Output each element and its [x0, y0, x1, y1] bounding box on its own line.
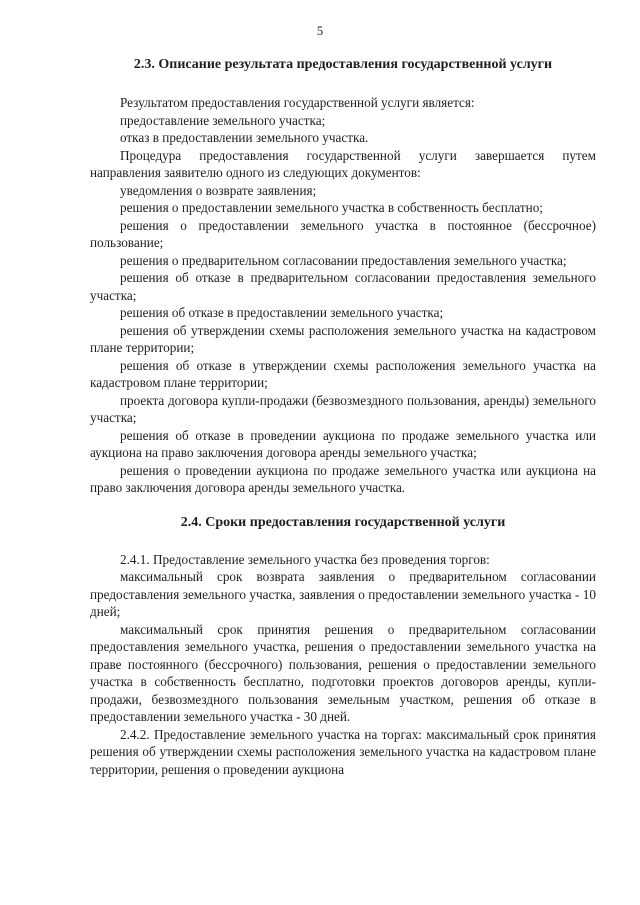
page-content — [90, 56, 596, 778]
paragraph: решения о предоставлении земельного участка в постоянное (бессрочное) пользование; — [90, 217, 596, 250]
paragraph: максимальный срок возврата заявления о предварительном согласовании предоставления земельного участка, заявления о предоставлении земельного участка - 10 дней; — [90, 569, 596, 619]
paragraph: решения об отказе в предварительном согласовании предоставления земельного участка; — [90, 270, 596, 303]
paragraph: решения о предварительном согласовании предоставления земельного участка; — [120, 252, 567, 268]
section-2-4-body — [90, 551, 596, 779]
section-heading-2-4: 2.4. Сроки предоставления государственной услуги — [180, 514, 506, 530]
paragraph: решения о проведении аукциона по продаже земельного участка или аукциона на право заключения договора аренды земельного участка. — [90, 462, 596, 495]
section-2-3-body — [90, 94, 596, 497]
paragraph: отказ в предоставлении земельного участка. — [120, 130, 369, 145]
paragraph: 2.4.2. Предоставление земельного участка на торгах: максимальный срок принятия решения об утверждении схемы расположения земельного участка на кадастровом плане территории, решения о проведении аукциона — [90, 726, 596, 777]
paragraph: 2.4.1. Предоставление земельного участка без проведения торгов: — [120, 551, 490, 567]
page-number: 5 — [316, 24, 324, 38]
paragraph: максимальный срок принятия решения о предварительном согласовании предоставления земельного участка, решения о предоставлении земельного участка на праве постоянного (бессрочного) пользования, решения о предоставлении земельного участка в собственность бесплатно, подготовки проектов договоров аренды, купли-продажи, безвозмездного пользования земельным участком, решения об отказе в предоставлении земельного участка - 30 дней. — [90, 621, 596, 724]
paragraph: проекта договора купли-продажи (безвозмездного пользования, аренды) земельного участка; — [90, 392, 596, 425]
paragraph: предоставление земельного участка; — [120, 112, 326, 128]
paragraph: Процедура предоставления государственной услуги завершается путем направления заявителю одного из следующих документов: — [90, 147, 596, 180]
paragraph: Результатом предоставления государственной услуги является: — [120, 95, 475, 110]
paragraph: решения об утверждении схемы расположения земельного участка на кадастровом плане территории; — [90, 322, 596, 355]
paragraph: решения об отказе в предоставлении земельного участка; — [120, 305, 444, 320]
paragraph: решения об отказе в проведении аукциона по продаже земельного участка или аукциона на право заключения договора аренды земельного участка; — [90, 427, 596, 460]
paragraph: решения о предоставлении земельного участка в собственность бесплатно; — [120, 200, 543, 215]
paragraph: решения об отказе в утверждении схемы расположения земельного участка на кадастровом плане территории; — [90, 357, 596, 390]
paragraph: уведомления о возврате заявления; — [120, 182, 317, 198]
section-heading-2-3: 2.3. Описание результата предоставления государственной услуги — [133, 57, 553, 72]
